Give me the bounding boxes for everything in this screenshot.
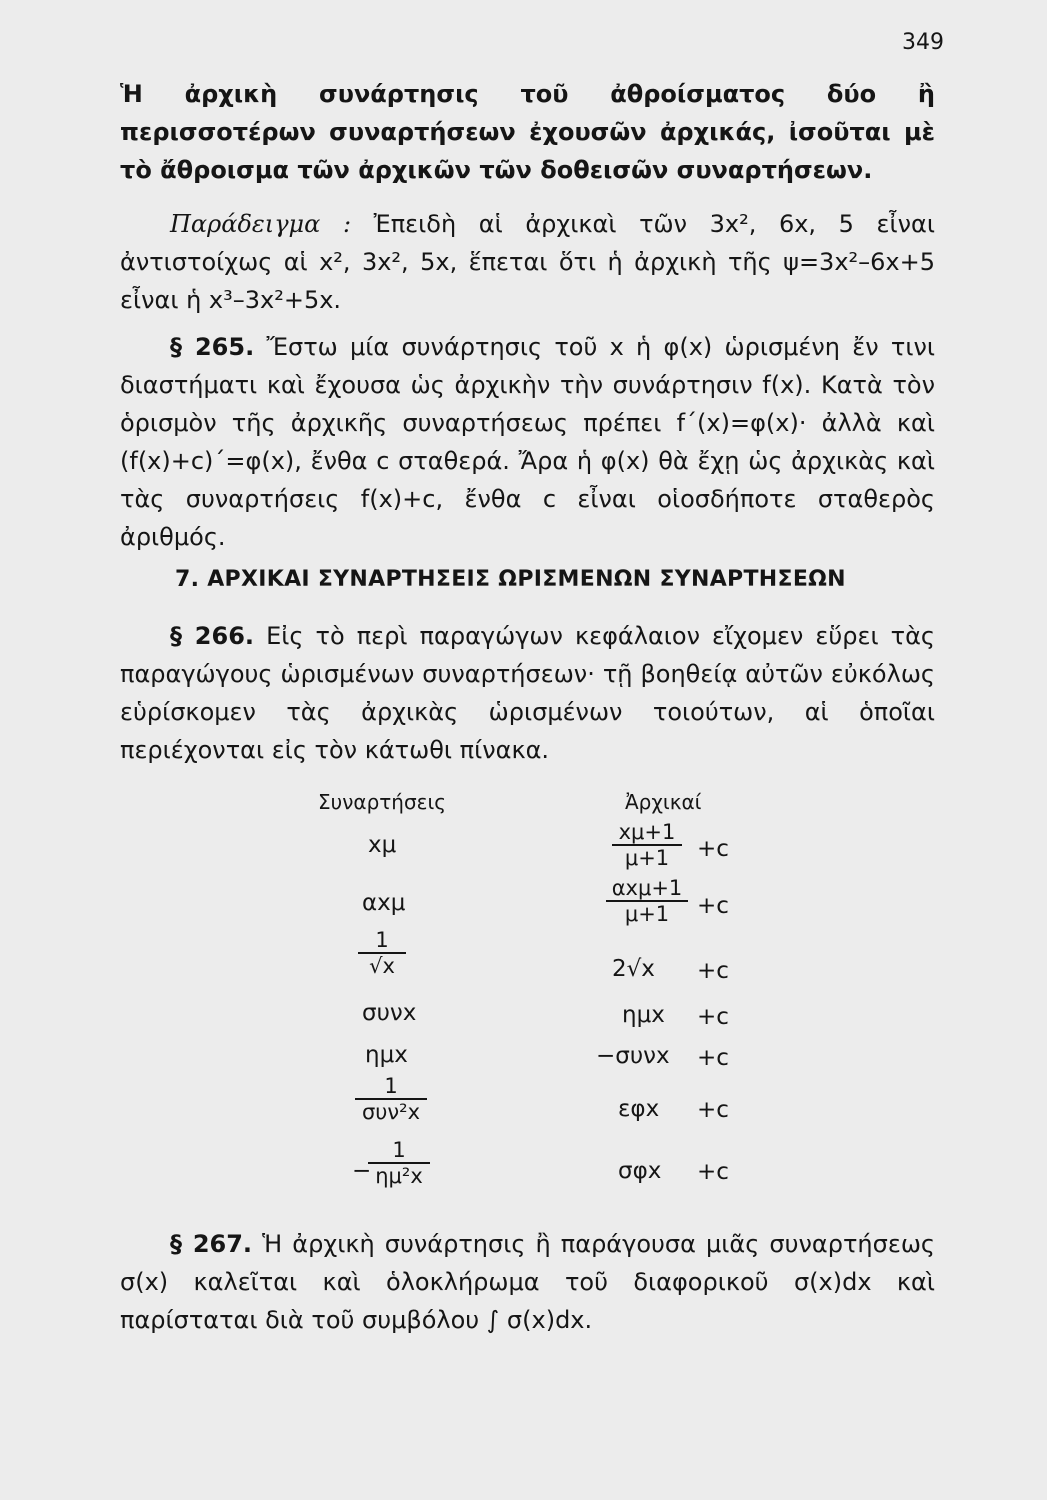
example-text: Ἐπειδὴ αἱ ἀρχικαὶ τῶν 3x², 6x, 5 εἶναι ἀντιστοίχως αἱ x², 3x², 5x, ἕπεται ὅτι ἡ ἀρχικὴ τῆς ψ=3x²–6x+5 εἶναι ἡ x³–3x²+5x. — [120, 210, 935, 314]
constant-term: +c — [697, 1045, 729, 1071]
fraction-denominator: ημ²x — [368, 1162, 430, 1188]
primitive-fraction — [606, 876, 688, 926]
fraction-denominator: συν²x — [355, 1098, 427, 1124]
fraction-numerator: 1 — [384, 1074, 398, 1098]
fraction-denominator: μ+1 — [606, 900, 688, 926]
constant-term: +c — [697, 893, 729, 919]
function-fraction — [358, 928, 406, 978]
function-fraction — [355, 1074, 427, 1124]
primitive-fraction — [612, 820, 682, 870]
section-266-number: § 266. — [170, 622, 255, 650]
function-fraction — [368, 1138, 430, 1188]
constant-term: +c — [697, 1004, 729, 1030]
section-267-number: § 267. — [170, 1230, 253, 1258]
column-header-functions: Συναρτήσεις — [318, 790, 446, 814]
chapter-heading: 7. ΑΡΧΙΚΑΙ ΣΥΝΑΡΤΗΣΕΙΣ ΩΡΙΣΜΕΝΩΝ ΣΥΝΑΡΤΗΣΕΩΝ — [175, 567, 846, 592]
constant-term: +c — [697, 1097, 729, 1123]
example-label: Παράδειγμα : — [170, 210, 352, 238]
section-267 — [120, 1225, 935, 1339]
constant-term: +c — [697, 1159, 729, 1185]
constant-term: +c — [697, 836, 729, 862]
primitive-cell: εφx — [618, 1096, 660, 1122]
fraction-numerator: xμ+1 — [618, 820, 676, 844]
fraction-denominator: μ+1 — [612, 844, 682, 870]
primitive-cell: ημx — [622, 1002, 665, 1028]
function-cell: ημx — [365, 1042, 408, 1068]
primitive-cell: −συνx — [596, 1043, 670, 1069]
section-265-text: Ἔστω μία συνάρτησις τοῦ x ἡ φ(x) ὡρισμένη ἔν τινι διαστήματι καὶ ἔχουσα ὡς ἀρχικὴν τὴν συνάρτησιν f(x). Κατὰ τὸν ὁρισμὸν τῆς ἀρχικῆς συναρτήσεως πρέπει f΄(x)=φ(x)· ἀλλὰ καὶ (f(x)+c)΄=φ(x), ἔνθα c σταθερά. Ἄρα ἡ φ(x) θὰ ἔχῃ ὡς ἀρχικὰς καὶ τὰς συναρτήσεις f(x)+c, ἔνθα c εἶναι οἱοσδήποτε σταθερὸς ἀριθμός. — [120, 333, 935, 551]
fraction-numerator: αxμ+1 — [611, 876, 683, 900]
section-265 — [120, 328, 935, 556]
minus-sign: − — [352, 1158, 372, 1184]
page-number: 349 — [902, 30, 944, 55]
function-cell: αxμ — [362, 890, 406, 916]
example-paragraph — [120, 205, 935, 319]
theorem-statement: Ἡ ἀρχικὴ συνάρτησις τοῦ ἀθροίσματος δύο ἢ περισσοτέρων συναρτήσεων ἐχουσῶν ἀρχικάς, ἰσοῦται μὲ τὸ ἄθροισμα τῶν ἀρχικῶν τῶν δοθεισῶν συναρτήσεων. — [120, 80, 935, 184]
fraction-denominator: √x — [358, 952, 406, 978]
function-cell: xμ — [368, 832, 397, 858]
section-267-text: Ἡ ἀρχικὴ συνάρτησις ἢ παράγουσα μιᾶς συναρτήσεως σ(x) καλεῖται καὶ ὁλοκλήρωμα τοῦ διαφορικοῦ σ(x)dx καὶ παρίσταται διὰ τοῦ συμβόλου ∫ σ(x)dx. — [120, 1230, 935, 1334]
constant-term: +c — [697, 958, 729, 984]
column-header-primitives: Ἀρχικαί — [625, 790, 702, 814]
primitive-cell: σφx — [618, 1158, 662, 1184]
section-265-number: § 265. — [170, 333, 255, 361]
fraction-numerator: 1 — [375, 928, 389, 952]
primitive-cell: 2√x — [612, 956, 655, 982]
section-266 — [120, 617, 935, 769]
fraction-numerator: 1 — [392, 1138, 406, 1162]
section-266-text: Εἰς τὸ περὶ παραγώγων κεφάλαιον εἴχομεν εὕρει τὰς παραγώγους ὡρισμένων συναρτήσεων· τῇ βοηθείᾳ αὐτῶν εὐκόλως εὑρίσκομεν τὰς ἀρχικὰς ὡρισμένων τοιούτων, αἱ ὁποῖαι περιέχονται εἰς τὸν κάτωθι πίνακα. — [120, 622, 935, 764]
function-cell: συνx — [362, 1000, 417, 1026]
